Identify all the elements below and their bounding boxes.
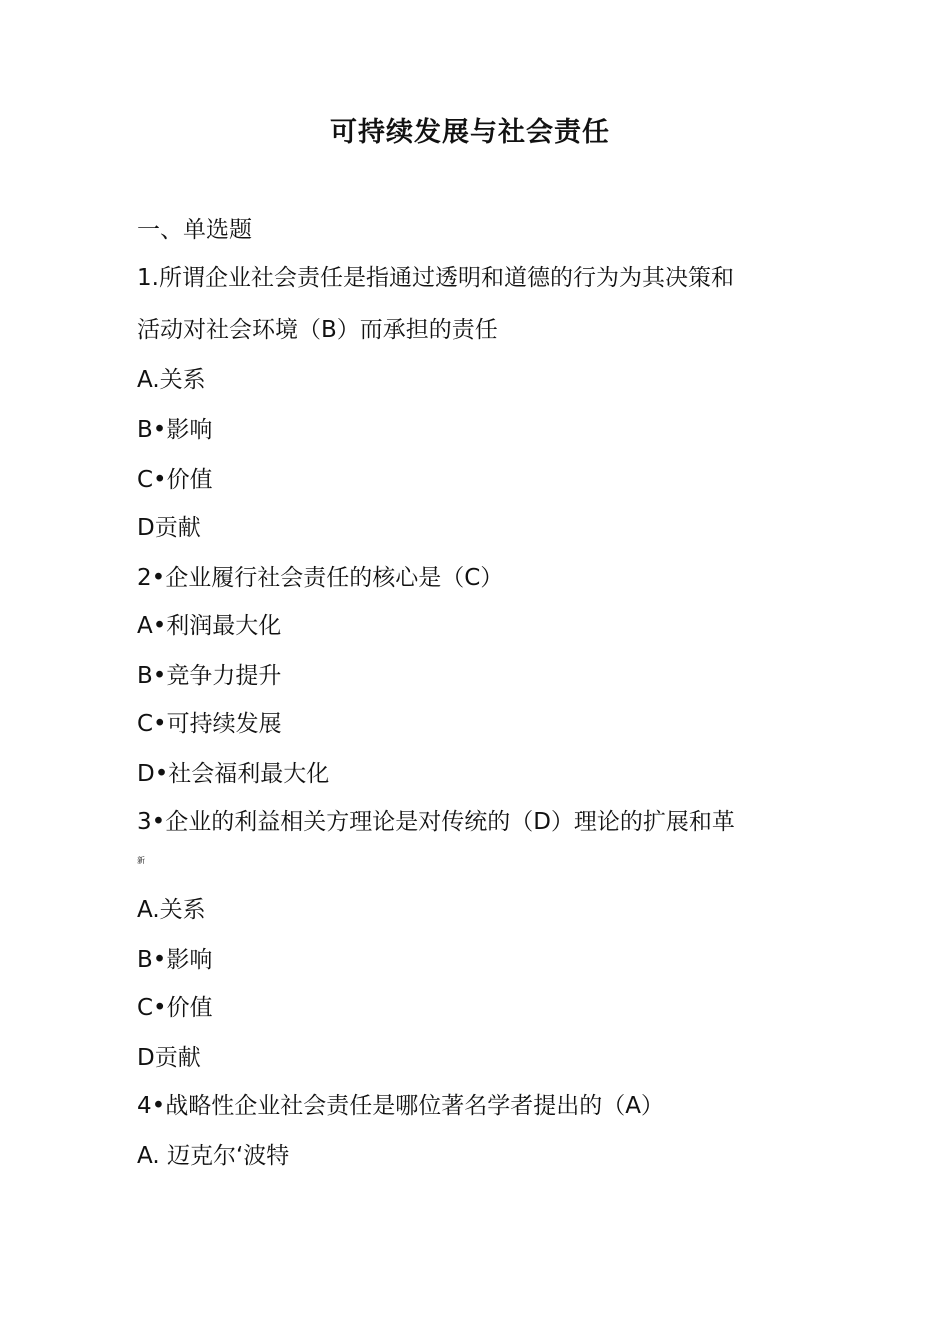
question-3-option-b: B•影响 <box>137 947 213 973</box>
question-1-option-a: A.关系 <box>137 367 206 393</box>
question-2-text: 2•企业履行社会责任的核心是（C） <box>137 565 504 591</box>
question-3-text-continued: 新 <box>137 856 145 865</box>
question-4-option-a: A. 迈克尔‘波特 <box>137 1143 290 1169</box>
question-1-option-d: D贡献 <box>137 515 201 541</box>
question-3-option-a: A.关系 <box>137 897 206 923</box>
question-1-text: 1.所谓企业社会责任是指通过透明和道德的行为为其决策和 <box>137 265 734 291</box>
question-2-option-b: B•竞争力提升 <box>137 663 282 689</box>
question-3-option-c: C•价值 <box>137 995 213 1021</box>
question-1-text-continued: 活动对社会环境（B）而承担的责任 <box>137 317 498 343</box>
section-heading: 一、单选题 <box>137 217 252 243</box>
question-4-text: 4•战略性企业社会责任是哪位著名学者提出的（A） <box>137 1093 664 1119</box>
question-2-option-c: C•可持续发展 <box>137 711 282 737</box>
document-title: 可持续发展与社会责任 <box>330 117 610 148</box>
question-3-option-d: D贡献 <box>137 1045 201 1071</box>
question-1-option-c: C•价值 <box>137 467 213 493</box>
question-2-option-a: A•利润最大化 <box>137 613 282 639</box>
question-3-text: 3•企业的利益相关方理论是对传统的（D）理论的扩展和革 <box>137 809 735 835</box>
question-1-option-b: B•影响 <box>137 417 213 443</box>
question-2-option-d: D•社会福利最大化 <box>137 761 330 787</box>
